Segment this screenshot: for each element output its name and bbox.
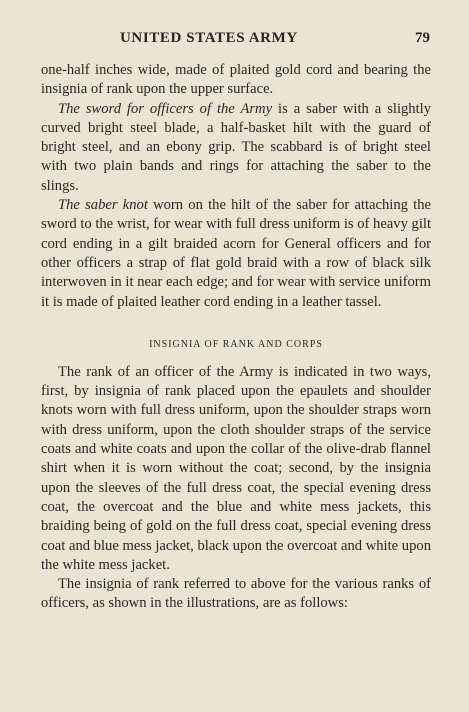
- sword-term: The sword for officers of the Army: [58, 100, 273, 117]
- paragraph-sword: [41, 100, 431, 196]
- saber-knot-description: worn on the hilt of the saber for attaching the sword to the wrist, for wear with full dress uniform is of heavy gilt cord ending in a gilt braided acorn for General officers and for other officers a strap of flat gold braid with a row of black silk interwoven in it near each edge; and for wear with service uniform it is made of plaited leather cord ending in a leather tassel.: [41, 197, 431, 310]
- paragraph-insignia-intro: The insignia of rank referred to above for the various ranks of officers, as shown in the illustrations, are as follows:: [41, 576, 431, 612]
- saber-knot-term: The saber knot: [58, 197, 148, 214]
- paragraph-continuation: one-half inches wide, made of plaited gold cord and bearing the insignia of rank upon the upper surface.: [41, 62, 431, 98]
- sword-description: is a saber with a slightly curved bright steel blade, a half-basket hilt with the guard of bright steel, and an ebony grip. The scabbard is of bright steel with two plain bands and rings for attaching the saber to the slings.: [41, 100, 431, 194]
- paragraph-rank-indication: The rank of an officer of the Army is indicated in two ways, first, by insignia of rank placed upon the epaulets and shoulder knots worn with full dress uniform, upon the shoulder straps worn with dress uniform, upon the cloth shoulder straps of the service coats and white coats and upon the collar of the olive-drab flannel shirt when it is worn without the coat; second, by the insignia upon the sleeves of the full dress coat, the special evening dress coat, the overcoat and the blue and white mess jackets, this braiding being of gold on the full dress coat, special evening dress coat and blue mess jacket, black upon the overcoat and white upon the white mess jacket.: [41, 363, 431, 573]
- running-title: UNITED STATES ARMY: [120, 30, 298, 46]
- section-heading: INSIGNIA OF RANK AND CORPS: [149, 338, 323, 350]
- page-number: 79: [415, 30, 430, 46]
- running-head: [40, 30, 432, 50]
- body-text: [41, 61, 431, 614]
- paragraph-saber-knot: [41, 196, 431, 312]
